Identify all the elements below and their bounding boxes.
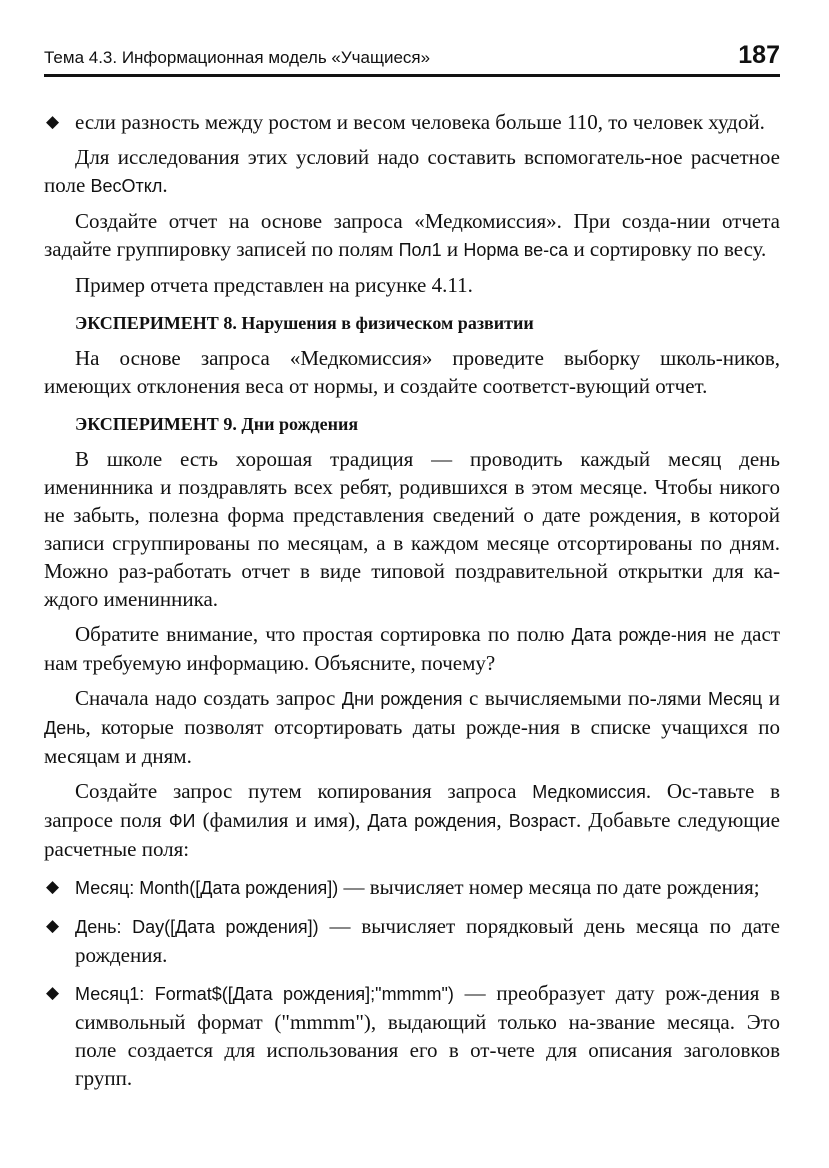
diamond-bullet-icon: ◆ — [46, 877, 60, 896]
running-title: Тема 4.3. Информационная модель «Учащиеся» — [44, 48, 431, 67]
diamond-bullet-icon: ◆ — [46, 983, 60, 1002]
page-header — [44, 40, 780, 77]
paragraph: Создайте запрос путем копирования запроса Медкомиссия. Ос-тавьте в запросе поля ФИ (фамилия и имя), Дата рождения, Возраст. Добавьте следующие расчетные поля: — [44, 779, 780, 861]
paragraph: На основе запроса «Медкомиссия» проведите выборку школь-ников, имеющих отклонения веса от нормы, и создайте соответст-вующий отчет. — [44, 346, 780, 398]
diamond-bullet-icon: ◆ — [46, 112, 60, 131]
paragraph: Создайте отчет на основе запроса «Медкомиссия». При созда-нии отчета задайте группировку записей по полям Пол1 и Норма ве-са и сортировку по весу. — [44, 209, 780, 261]
paragraph: Обратите внимание, что простая сортировка по полю Дата рожде-ния не даст нам требуемую информацию. Объясните, почему? — [44, 622, 780, 675]
paragraph: В школе есть хорошая традиция — проводить каждый месяц день именинника и поздравлять всех ребят, родившихся в этом месяце. Чтобы никого не забыть, полезна форма представления сведений о дате рождения, в которой записи сгруппированы по месяцам, а в каждом месяце отсортированы по дням. Можно раз-работать отчет в виде типовой поздравительной открытки для ка-ждого именинника. — [44, 447, 780, 611]
paragraph: Пример отчета представлен на рисунке 4.11. — [75, 273, 473, 297]
bullet-item: ◆ День: Day([Дата рождения]) — вычисляет порядковый день месяца по дате рождения. — [46, 914, 780, 967]
paragraph: Для исследования этих условий надо составить вспомогатель-ное расчетное поле ВесОткл. — [44, 145, 780, 197]
diamond-bullet-icon: ◆ — [46, 916, 60, 935]
page-number: 187 — [738, 41, 780, 69]
bullet-item: ◆ если разность между ростом и весом человека больше 110, то человек худой. — [46, 110, 765, 134]
paragraph: Сначала надо создать запрос Дни рождения с вычисляемыми по-лями Месяц и День, которые позволят отсортировать даты рожде-ния в списке учащихся по месяцам и дням. — [44, 686, 781, 768]
page-body — [44, 108, 780, 1092]
experiment-heading: ЭКСПЕРИМЕНТ 9. Дни рождения — [75, 414, 359, 434]
experiment-heading: ЭКСПЕРИМЕНТ 8. Нарушения в физическом развитии — [75, 313, 534, 333]
bullet-item: ◆ Месяц1: Format$([Дата рождения];"mmmm") — преобразует дату рож-дения в символьный формат ("mmmm"), выдающий только на-звание месяца. Это поле создается для использования его в от-чете для описания заголовков групп. — [46, 981, 781, 1090]
bullet-item: ◆ Месяц: Month([Дата рождения]) — вычисляет номер месяца по дате рождения; — [46, 875, 760, 899]
